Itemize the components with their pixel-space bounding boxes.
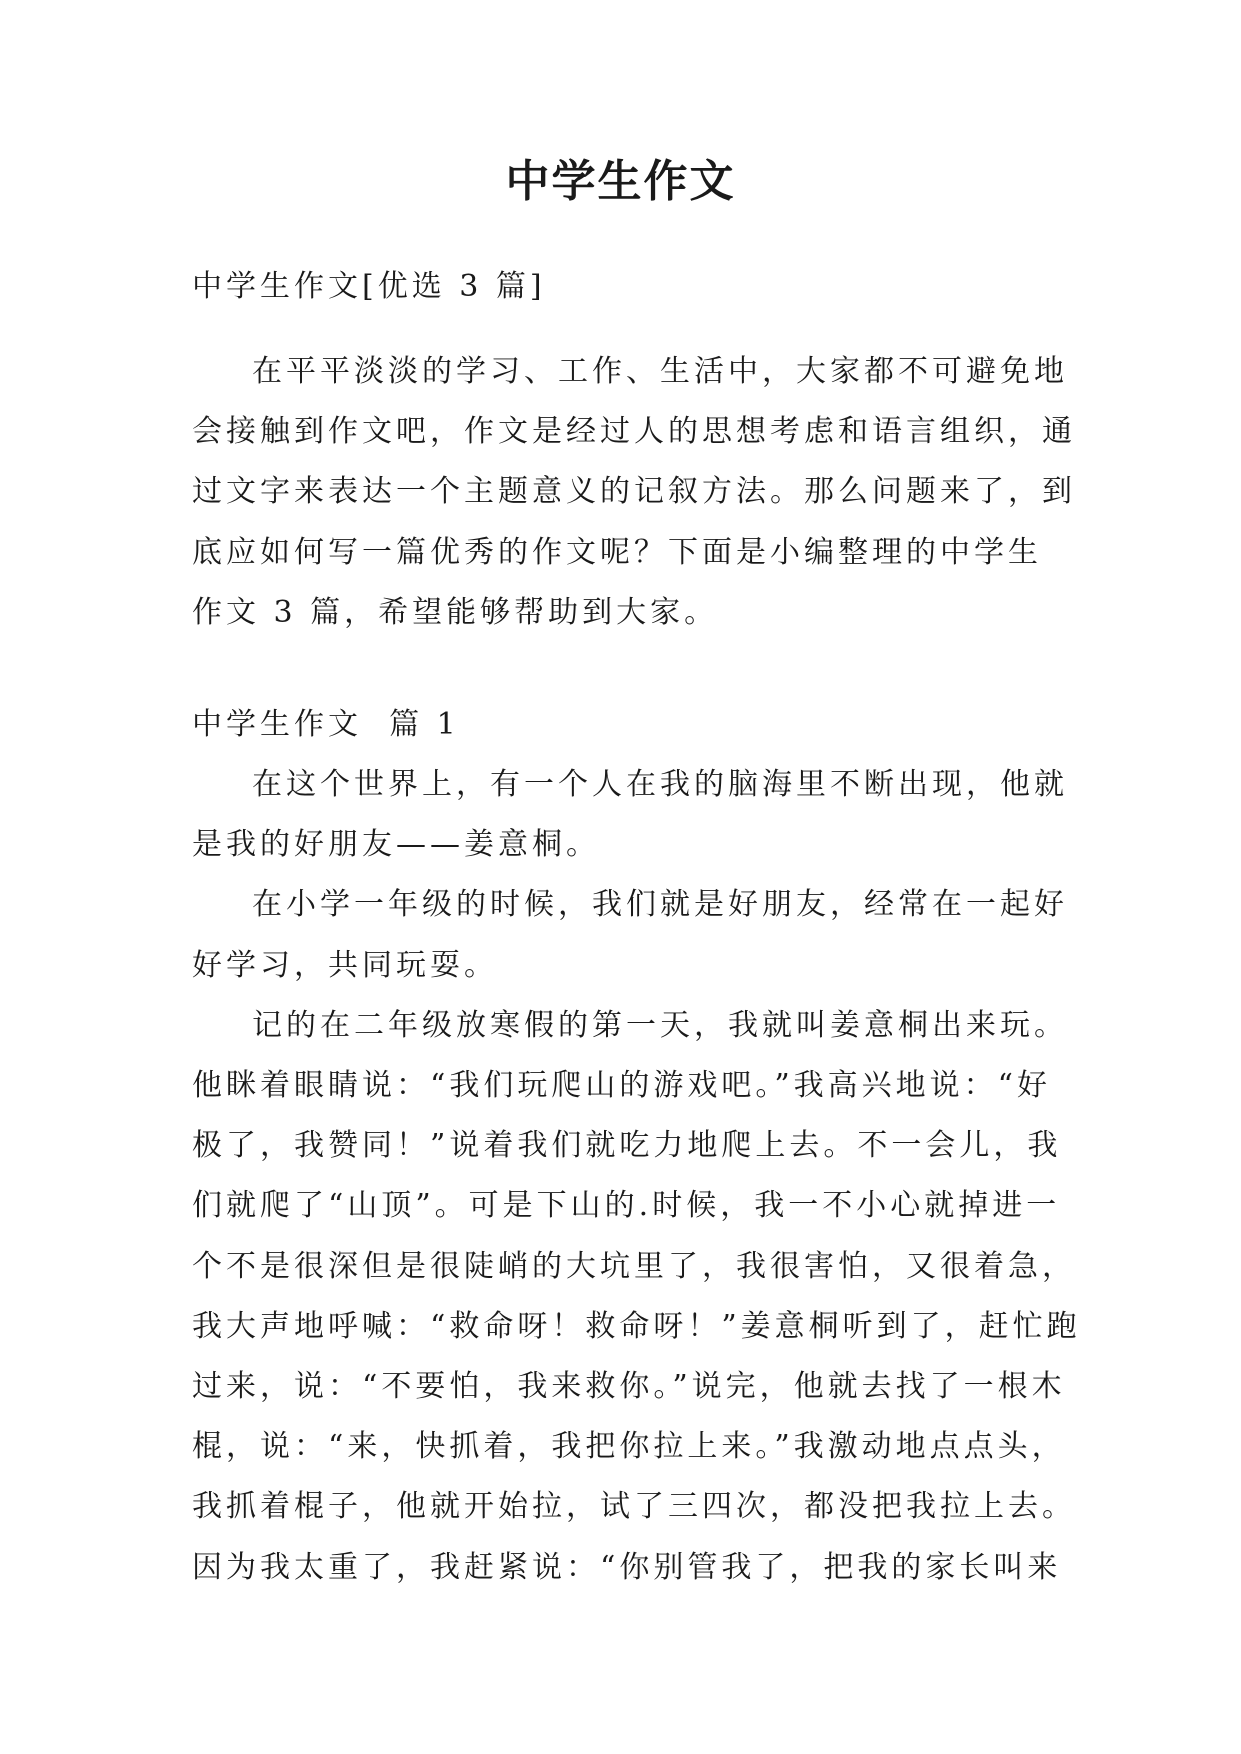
paragraph <box>192 755 1068 875</box>
text-line: 他眯着眼睛说：“我们玩爬山的游戏吧。”我高兴地说：“好 <box>192 1068 1052 1104</box>
text-line: 在平平淡淡的学习、工作、生活中，大家都不可避免地 <box>252 354 1068 389</box>
text-line: 会接触到作文吧，作文是经过人的思想考虑和语言组织，通 <box>192 414 1076 450</box>
text-line: 们就爬了“山顶”。可是下山的.时候，我一不小心就掉进一 <box>192 1188 1061 1224</box>
section-heading: 中学生作文 篇 1 <box>192 707 460 742</box>
text-line: 是我的好朋友——姜意桐。 <box>192 827 600 863</box>
text-line: 在小学一年级的时候，我们就是好朋友，经常在一起好 <box>252 887 1068 923</box>
text-line: 底应如何写一篇优秀的作文呢？下面是小编整理的中学生 <box>192 534 1042 570</box>
text-line: 个不是很深但是很陡峭的大坑里了，我很害怕，又很着急， <box>192 1248 1076 1284</box>
text-line: 过来，说：“不要怕，我来救你。”说完，他就去找了一根木 <box>192 1369 1066 1405</box>
intro-paragraph <box>192 342 1076 643</box>
text-line: 极了，我赞同！”说着我们就吃力地爬上去。不一会儿，我 <box>192 1128 1062 1164</box>
text-line: 我大声地呼喊：“救命呀！救命呀！”姜意桐听到了，赶忙跑 <box>192 1308 1081 1344</box>
paragraph <box>192 996 1081 1598</box>
text-line: 作文 3 篇，希望能够帮助到大家。 <box>192 594 719 630</box>
text-line: 过文字来表达一个主题意义的记叙方法。那么问题来了，到 <box>192 474 1076 510</box>
text-line: 棍，说：“来，快抓着，我把你拉上来。”我激动地点点头， <box>192 1429 1066 1465</box>
text-line: 好学习，共同玩耍。 <box>192 947 498 983</box>
text-line: 记的在二年级放寒假的第一天，我就叫姜意桐出来玩。 <box>252 1007 1068 1043</box>
section-body <box>192 755 1081 1598</box>
text-line: 我抓着棍子，他就开始拉，试了三四次，都没把我拉上去。 <box>192 1489 1076 1525</box>
paragraph <box>192 875 1068 995</box>
text-line: 在这个世界上，有一个人在我的脑海里不断出现，他就 <box>252 767 1068 802</box>
intro-heading: 中学生作文[优选 3 篇] <box>192 269 546 304</box>
document-title: 中学生作文 <box>505 156 736 207</box>
text-line: 因为我太重了，我赶紧说：“你别管我了，把我的家长叫来 <box>192 1549 1062 1585</box>
